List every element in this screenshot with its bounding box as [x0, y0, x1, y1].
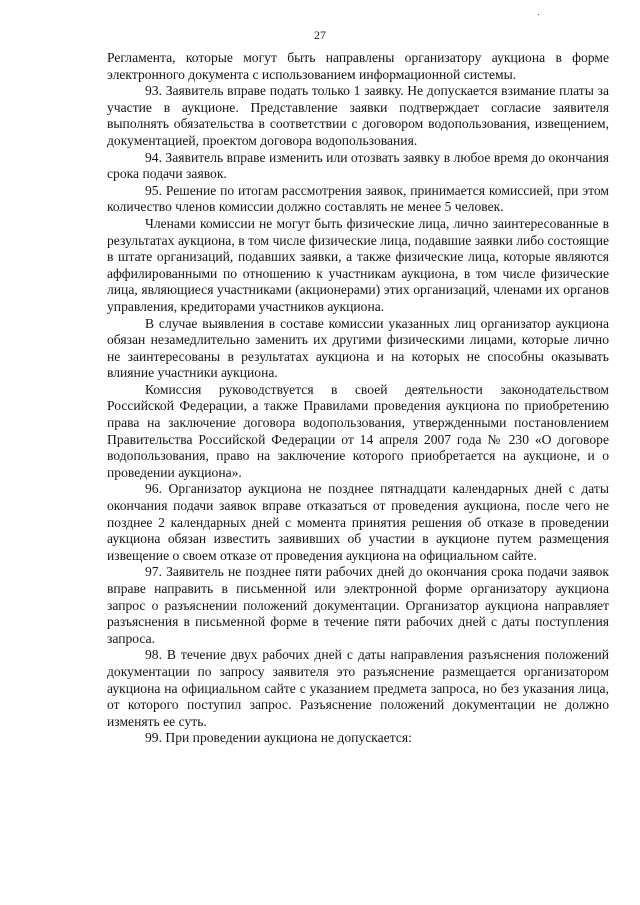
paragraph-commission-legislation: Комиссия руководствуется в своей деятельности законодательством Российской Федерации, а также Правилами проведения аукциона по приобретению права на заключение договора водопользования, утвержденными постановлением Правительства Российской Федерации от 14 апреля 2007 года № 230 «О договоре водопользования, право на заключение которого приобретается на аукционе, и о проведении аукциона».	[107, 381, 609, 480]
paragraph-commission-members: Членами комиссии не могут быть физические лица, лично заинтересованные в результатах аукциона, в том числе физические лица, подавшие заявки либо состоящие в штате организаций, подавших заявки, а также физические лица, которые являются аффилированными по отношению к участникам аукциона, в том числе физические лица, являющиеся участниками (акционерами) этих организаций, членами их органов управления, кредиторами участников аукциона.	[107, 215, 609, 314]
paragraph-94: 94. Заявитель вправе изменить или отозвать заявку в любое время до окончания срока подачи заявок.	[107, 149, 609, 182]
paragraph-98: 98. В течение двух рабочих дней с даты направления разъяснения положений документации по запросу заявителя это разъяснение размещается организатором аукциона на официальном сайте с указанием предмета запроса, но без указания лица, от которого поступил запрос. Разъяснение положений документации не должно изменять ее суть.	[107, 647, 609, 729]
page-number: 27	[314, 28, 326, 42]
paragraph-continuation: Регламента, которые могут быть направлены организатору аукциона в форме электронного документа с использованием информационной системы.	[107, 50, 609, 82]
paragraph-97: 97. Заявитель не позднее пяти рабочих дней до окончания срока подачи заявок вправе направить в письменной или электронной форме организатору аукциона запрос о разъяснении положений документации. Организатор аукциона направляет разъяснения в письменной форме в течение пяти рабочих дней с даты поступления запроса.	[107, 564, 609, 646]
paragraph-95: 95. Решение по итогам рассмотрения заявок, принимается комиссией, при этом количество членов комиссии должно составлять не менее 5 человек.	[107, 182, 609, 215]
paragraph-96: 96. Организатор аукциона не позднее пятнадцати календарных дней с даты окончания подачи заявок вправе отказаться от проведения аукциона, после чего не позднее 2 календарных дней с момента принятия решения об отказе в проведении аукциона обязан известить заявивших об участии в аукционе путем размещения извещение о своем отказе от проведения аукциона на официальном сайте.	[107, 481, 609, 563]
paragraph-93: 93. Заявитель вправе подать только 1 заявку. Не допускается взимание платы за участие в аукционе. Представление заявки подтверждает согласие заявителя выполнять обязательства в соответствии с договором водопользования, извещением, документацией, проектом договора водопользования.	[107, 83, 609, 148]
document-body	[107, 50, 609, 747]
paragraph-commission-replacement: В случае выявления в составе комиссии указанных лиц организатор аукциона обязан незамедлительно заменить их другими физическими лицами, которые лично не заинтересованы в результатах аукциона и на которых не способны оказывать влияние участники аукциона.	[107, 315, 609, 381]
scan-speck	[538, 14, 539, 15]
paragraph-99: 99. При проведении аукциона не допускается:	[145, 730, 412, 746]
